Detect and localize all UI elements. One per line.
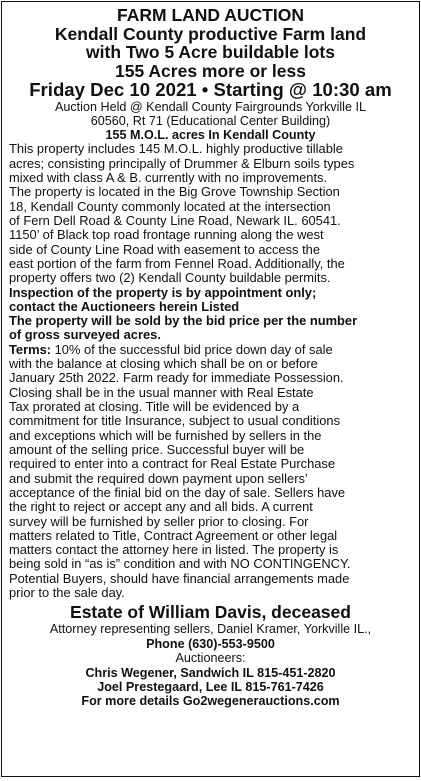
body-line: required to enter into a contract for Real Estate Purchase [9, 456, 336, 472]
auction-date: Friday Dec 10 2021 • Starting @ 10:30 am [29, 79, 392, 101]
body-line: the right to reject or accept any and all bids. A current [9, 499, 313, 515]
location-line: Auction Held @ Kendall County Fairgrounds Yorkville IL [54, 100, 366, 115]
body-line: Closing shall be in the usual manner with Real Estate [9, 384, 314, 400]
body-line: and submit the required down payment upon sellers’ [9, 470, 308, 486]
property-description [9, 142, 412, 600]
body-line: property offers two (2) Kendall County buildable permits. [9, 270, 331, 286]
body-line: survey will be furnished by seller prior to closing. For [9, 513, 309, 529]
estate-name: Estate of William Davis, deceased [70, 602, 351, 623]
body-line: side of County Line Road with easement to access the [9, 241, 320, 257]
body-line: with the balance at closing which shall be on or before [9, 356, 318, 372]
body-line: amount of the selling price. Successful buyer will be [9, 441, 305, 457]
body-line: Tax prorated at closing. Title will be evidenced by a [9, 399, 300, 414]
body-line: matters related to Title, Contract Agreement or other legal [9, 527, 338, 543]
body-line: of gross surveyed acres. [9, 327, 161, 343]
body-line: commitment for title Insurance, subject to usual conditions [9, 413, 341, 429]
body-line: The property is located in the Big Grove Township Section [9, 184, 340, 200]
auctioneers-label: Auctioneers: [175, 651, 246, 666]
ad-footer [9, 602, 412, 708]
body-line: 18, Kendall County commonly located at the intersection [9, 198, 331, 214]
auctioneer-contact: Chris Wegener, Sandwich IL 815-451-2820 [85, 665, 336, 680]
body-line: Inspection of the property is by appointment only; [9, 284, 317, 300]
body-line: matters contact the attorney here in listed. The property is [9, 542, 339, 558]
body-line: Potential Buyers, should have financial arrangements made [9, 570, 350, 586]
body-line: Terms: 10% of the successful bid price down day of sale [9, 341, 333, 357]
body-line: This property includes 145 M.O.L. highly productive tillable [9, 141, 343, 157]
title-line: 155 Acres more or less [115, 60, 306, 81]
body-line: mixed with class A & B. currently with no improvements. [9, 170, 328, 185]
body-line: January 25th 2022. Farm ready for immediate Possession. [9, 370, 344, 386]
attorney-line: Attorney representing sellers, Daniel Kramer, Yorkville IL., [49, 622, 372, 637]
body-line: The property will be sold by the bid price per the number [9, 313, 358, 329]
body-line: of Fern Dell Road & County Line Road, Newark IL. 60541. [9, 212, 341, 228]
title-line: Kendall County productive Farm land [54, 23, 367, 44]
title-line: FARM LAND AUCTION [117, 5, 304, 25]
body-line: prior to the sale day. [9, 585, 125, 601]
body-line: contact the Auctioneers herein Listed [9, 298, 240, 314]
terms-label: Terms: [9, 341, 52, 357]
body-line: east portion of the farm from Fennel Road. Additionally, the [9, 255, 345, 271]
body-line: acres; consisting principally of Drummer & Elburn soils types [9, 155, 355, 171]
attorney-phone: Phone (630)-553-9500 [146, 636, 275, 651]
body-line: being sold in “as is” condition and with NO CONTINGENCY. [9, 556, 351, 572]
details-website: For more details Go2wegenerauctions.com [81, 694, 340, 709]
auction-ad [1, 1, 420, 777]
ad-header [9, 6, 412, 142]
acreage-subhead: 155 M.O.L. acres In Kendall County [105, 128, 316, 143]
title-line: with Two 5 Acre buildable lots [86, 42, 335, 63]
location-line: 60560, Rt 71 (Educational Center Building) [90, 114, 331, 129]
body-line: 1150’ of Black top road frontage running along the west [9, 227, 324, 243]
auctioneer-contact: Joel Prestegaard, Lee IL 815-761-7426 [97, 680, 324, 694]
body-line: acceptance of the finial bid on the day of sale. Sellers have [9, 484, 346, 500]
body-line: and exceptions which will be furnished by sellers in the [9, 427, 322, 443]
